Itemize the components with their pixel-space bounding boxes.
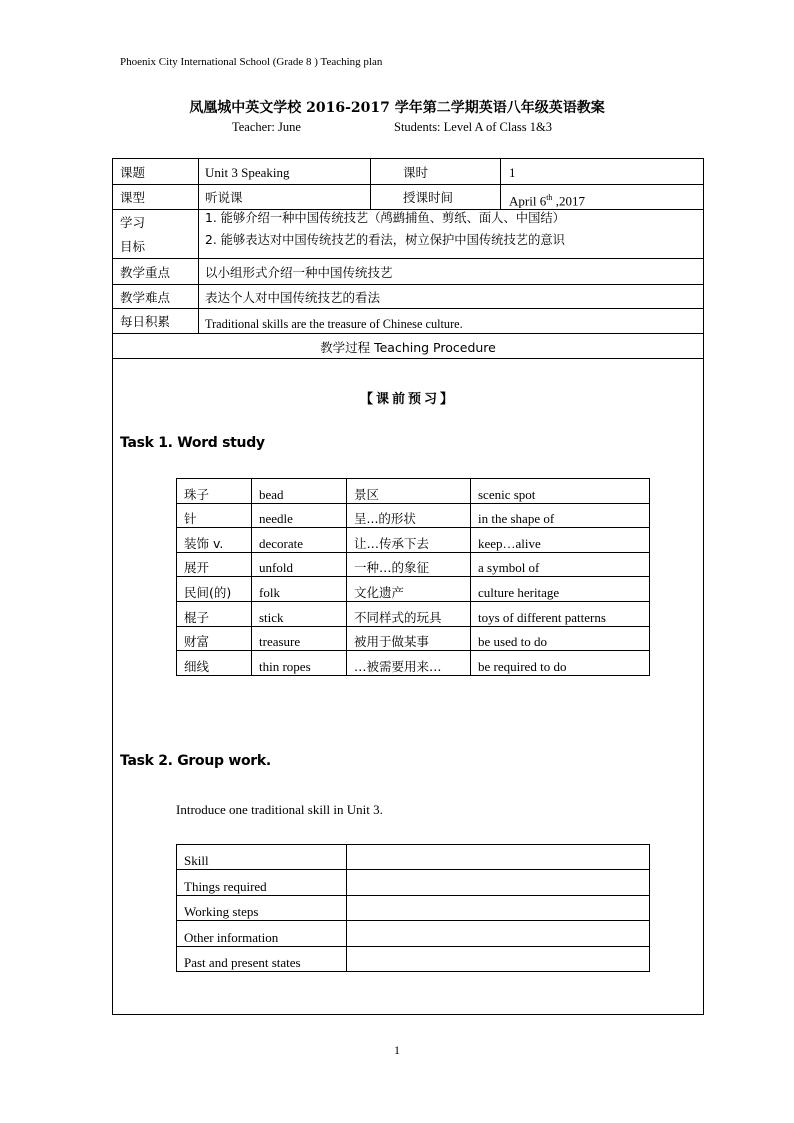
skill-field-answer[interactable] [347,845,650,870]
page-number: 1 [394,1043,400,1057]
daily-accumulation-value: Traditional skills are the treasure of Chinese culture. [205,317,463,331]
row-divider [112,184,704,185]
english-term-cell: be used to do [471,626,650,651]
document-title: 凤凰城中英文学校 2016-2017 学年第二学期英语八年级英语教案 [189,100,605,116]
table-row [177,651,650,676]
row-divider [112,258,704,259]
english-term-cell: toys of different patterns [471,601,650,626]
topic-value: Unit 3 Speaking [205,165,290,180]
english-term-cell: folk [252,577,347,602]
row-divider [112,308,704,309]
type-label: 课型 [120,190,146,205]
english-term-cell: a symbol of [471,552,650,577]
english-term-cell: thin ropes [252,651,347,676]
english-term-cell: culture heritage [471,577,650,602]
row-divider [112,284,704,285]
table-row [177,921,650,946]
table-row [177,528,650,553]
date-value: April 6th ,2017 [509,193,585,209]
skill-field-label: Past and present states [177,946,347,971]
chinese-term-cell: 被用于做某事 [347,626,471,651]
daily-accumulation-label: 每日积累 [120,314,171,329]
table-row [177,601,650,626]
english-term-cell: scenic spot [471,479,650,504]
chinese-term-cell: 珠子 [177,479,252,504]
chinese-term-cell: 文化遗产 [347,577,471,602]
teacher-name: Teacher: June [232,120,301,134]
english-term-cell: unfold [252,552,347,577]
header-note: Phoenix City International School (Grade 8 ) Teaching plan [120,56,383,68]
difficult-point-label: 教学难点 [120,290,171,305]
column-divider [370,158,371,209]
column-divider [500,158,501,209]
chinese-term-cell: 棍子 [177,601,252,626]
skill-field-answer[interactable] [347,946,650,971]
english-term-cell: keep…alive [471,528,650,553]
skill-table [176,844,650,972]
chinese-term-cell: 景区 [347,479,471,504]
chinese-term-cell: 财富 [177,626,252,651]
table-row [177,946,650,971]
goal-1: 1. 能够介绍一种中国传统技艺（鸬鹚捕鱼、剪纸、面人、中国结） [205,211,565,225]
table-row [177,577,650,602]
skill-field-answer[interactable] [347,921,650,946]
goals-label-line-1: 学习 [120,215,146,230]
key-point-label: 教学重点 [120,265,171,280]
skill-field-label: Skill [177,845,347,870]
preview-title: 【课前预习】 [359,392,456,407]
skill-field-label: Other information [177,921,347,946]
skill-field-answer[interactable] [347,870,650,895]
chinese-term-cell: 展开 [177,552,252,577]
task-2-title: Task 2. Group work. [120,753,271,769]
type-value: 听说课 [205,190,243,205]
word-study-table [176,478,650,676]
chinese-term-cell: 呈...的形状 [347,503,471,528]
table-row [177,870,650,895]
task-2-intro: Introduce one traditional skill in Unit 3. [176,802,383,817]
table-row [177,552,650,577]
procedure-title: 教学过程 Teaching Procedure [320,340,496,355]
chinese-term-cell: 装饰 v. [177,528,252,553]
chinese-term-cell: 一种…的象征 [347,552,471,577]
goal-2: 2. 能够表达对中国传统技艺的看法，树立保护中国传统技艺的意识 [205,233,565,247]
table-row [177,895,650,920]
chinese-term-cell: 民间(的) [177,577,252,602]
students-info: Students: Level A of Class 1&3 [394,120,552,134]
table-row [177,845,650,870]
english-term-cell: bead [252,479,347,504]
chinese-term-cell: …被需要用来… [347,651,471,676]
row-divider [112,358,704,359]
hours-label: 课时 [403,165,429,180]
column-divider [198,158,199,333]
table-row [177,626,650,651]
english-term-cell: treasure [252,626,347,651]
english-term-cell: decorate [252,528,347,553]
difficult-point-value: 表达个人对中国传统技艺的看法 [205,290,381,305]
key-point-value: 以小组形式介绍一种中国传统技艺 [205,265,393,280]
hours-value: 1 [509,165,516,180]
row-divider [112,333,704,334]
chinese-term-cell: 针 [177,503,252,528]
english-term-cell: needle [252,503,347,528]
table-row [177,503,650,528]
task-1-title: Task 1. Word study [120,435,265,451]
chinese-term-cell: 细线 [177,651,252,676]
goals-label-line-2: 目标 [120,239,146,254]
chinese-term-cell: 让…传承下去 [347,528,471,553]
skill-field-label: Working steps [177,895,347,920]
skill-field-answer[interactable] [347,895,650,920]
topic-label: 课题 [120,165,146,180]
english-term-cell: stick [252,601,347,626]
chinese-term-cell: 不同样式的玩具 [347,601,471,626]
english-term-cell: be required to do [471,651,650,676]
table-row [177,479,650,504]
skill-field-label: Things required [177,870,347,895]
date-label: 授课时间 [403,190,454,205]
english-term-cell: in the shape of [471,503,650,528]
